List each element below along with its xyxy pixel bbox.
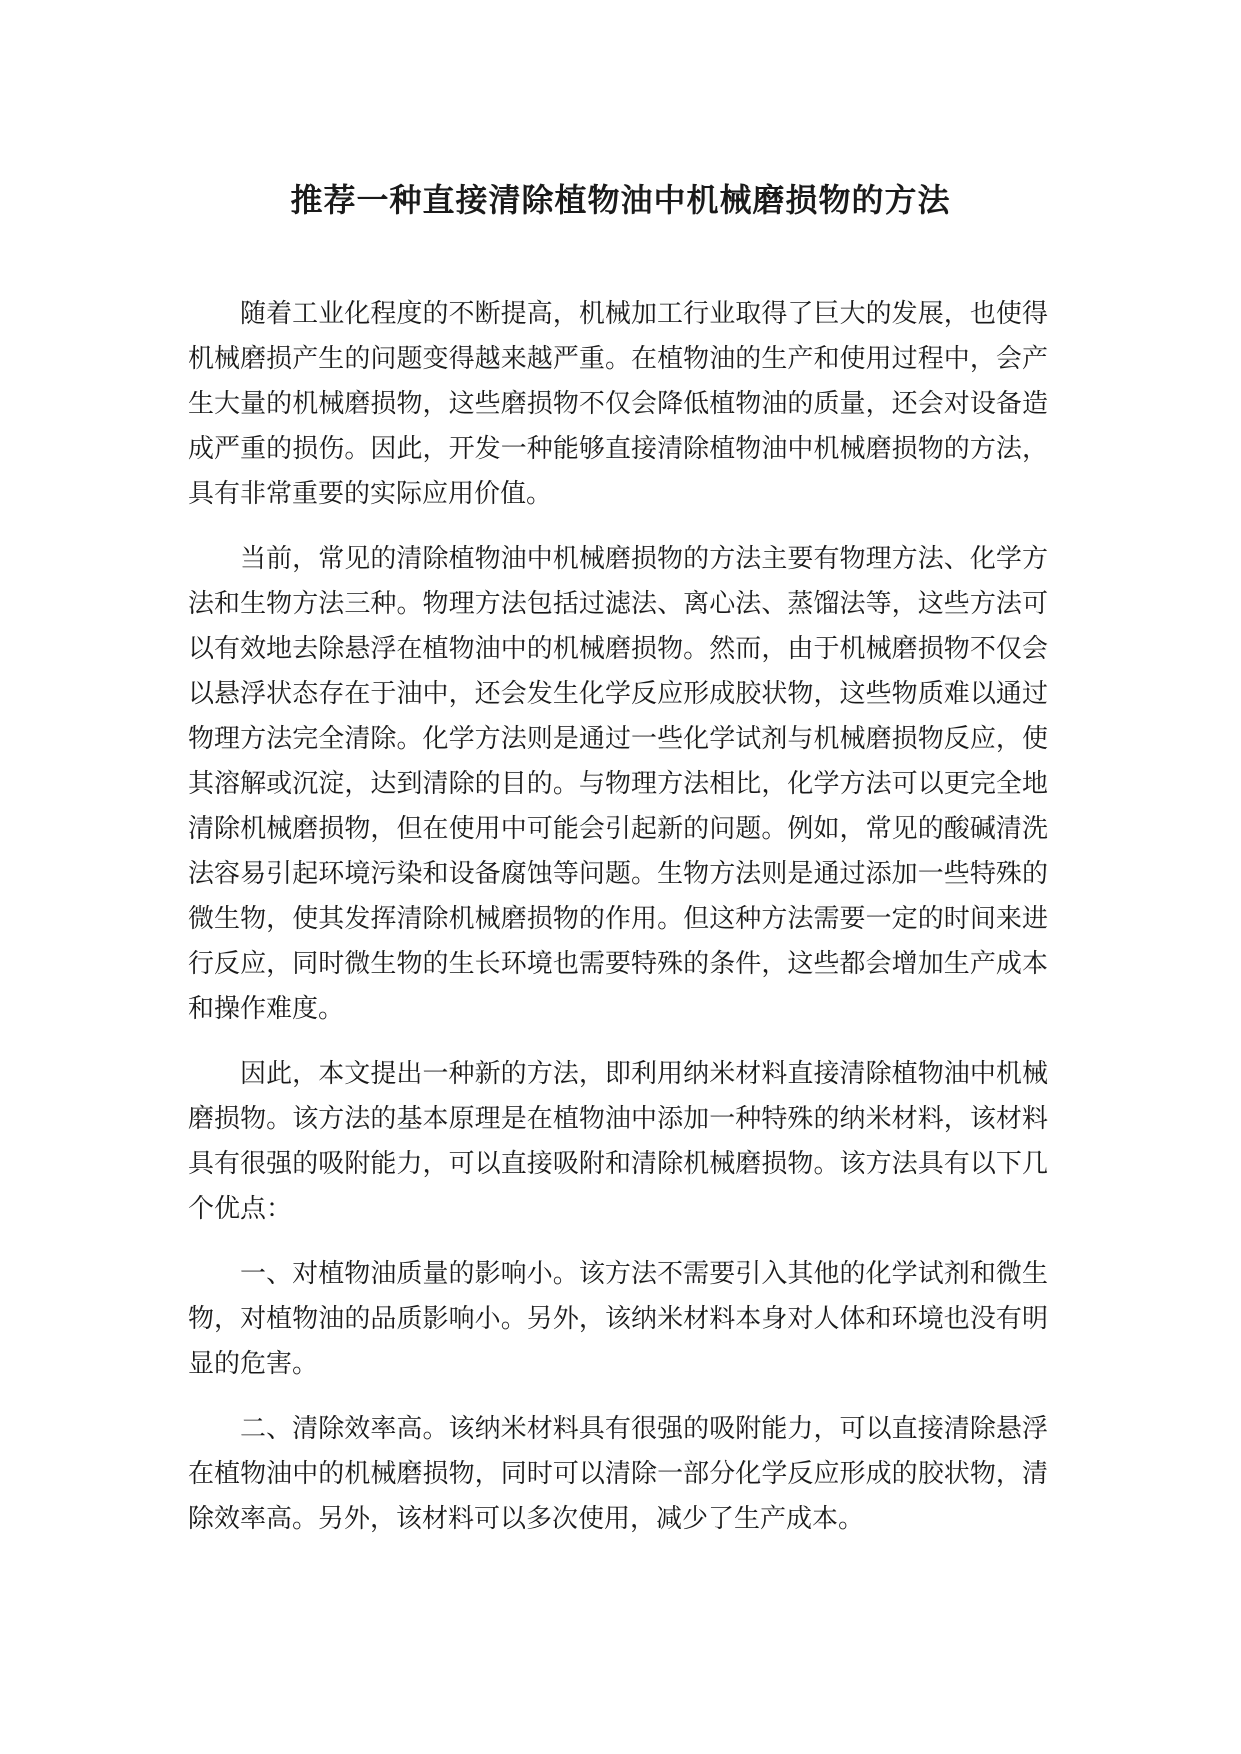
paragraph-advantage-one: 一、对植物油质量的影响小。该方法不需要引入其他的化学试剂和微生物，对植物油的品质影响小。另外，该纳米材料本身对人体和环境也没有明显的危害。 xyxy=(188,1259,1048,1379)
document-title: 推荐一种直接清除植物油中机械磨损物的方法 xyxy=(290,181,951,219)
paragraph-advantage-two: 二、清除效率高。该纳米材料具有很强的吸附能力，可以直接清除悬浮在植物油中的机械磨损物，同时可以清除一部分化学反应形成的胶状物，清除效率高。另外，该材料可以多次使用，减少了生产成本。 xyxy=(188,1414,1048,1534)
paragraph-current-methods: 当前，常见的清除植物油中机械磨损物的方法主要有物理方法、化学方法和生物方法三种。物理方法包括过滤法、离心法、蒸馏法等，这些方法可以有效地去除悬浮在植物油中的机械磨损物。然而，由于机械磨损物不仅会以悬浮状态存在于油中，还会发生化学反应形成胶状物，这些物质难以通过物理方法完全清除。化学方法则是通过一些化学试剂与机械磨损物反应，使其溶解或沉淀，达到清除的目的。与物理方法相比，化学方法可以更完全地清除机械磨损物，但在使用中可能会引起新的问题。例如，常见的酸碱清洗法容易引起环境污染和设备腐蚀等问题。生物方法则是通过添加一些特殊的微生物，使其发挥清除机械磨损物的作用。但这种方法需要一定的时间来进行反应，同时微生物的生长环境也需要特殊的条件，这些都会增加生产成本和操作难度。 xyxy=(188,544,1048,1024)
document-body xyxy=(188,292,1048,1562)
paragraph-proposed-method: 因此，本文提出一种新的方法，即利用纳米材料直接清除植物油中机械磨损物。该方法的基本原理是在植物油中添加一种特殊的纳米材料，该材料具有很强的吸附能力，可以直接吸附和清除机械磨损物。该方法具有以下几个优点： xyxy=(188,1059,1048,1224)
paragraph-intro: 随着工业化程度的不断提高，机械加工行业取得了巨大的发展，也使得机械磨损产生的问题变得越来越严重。在植物油的生产和使用过程中，会产生大量的机械磨损物，这些磨损物不仅会降低植物油的质量，还会对设备造成严重的损伤。因此，开发一种能够直接清除植物油中机械磨损物的方法，具有非常重要的实际应用价值。 xyxy=(188,299,1048,509)
